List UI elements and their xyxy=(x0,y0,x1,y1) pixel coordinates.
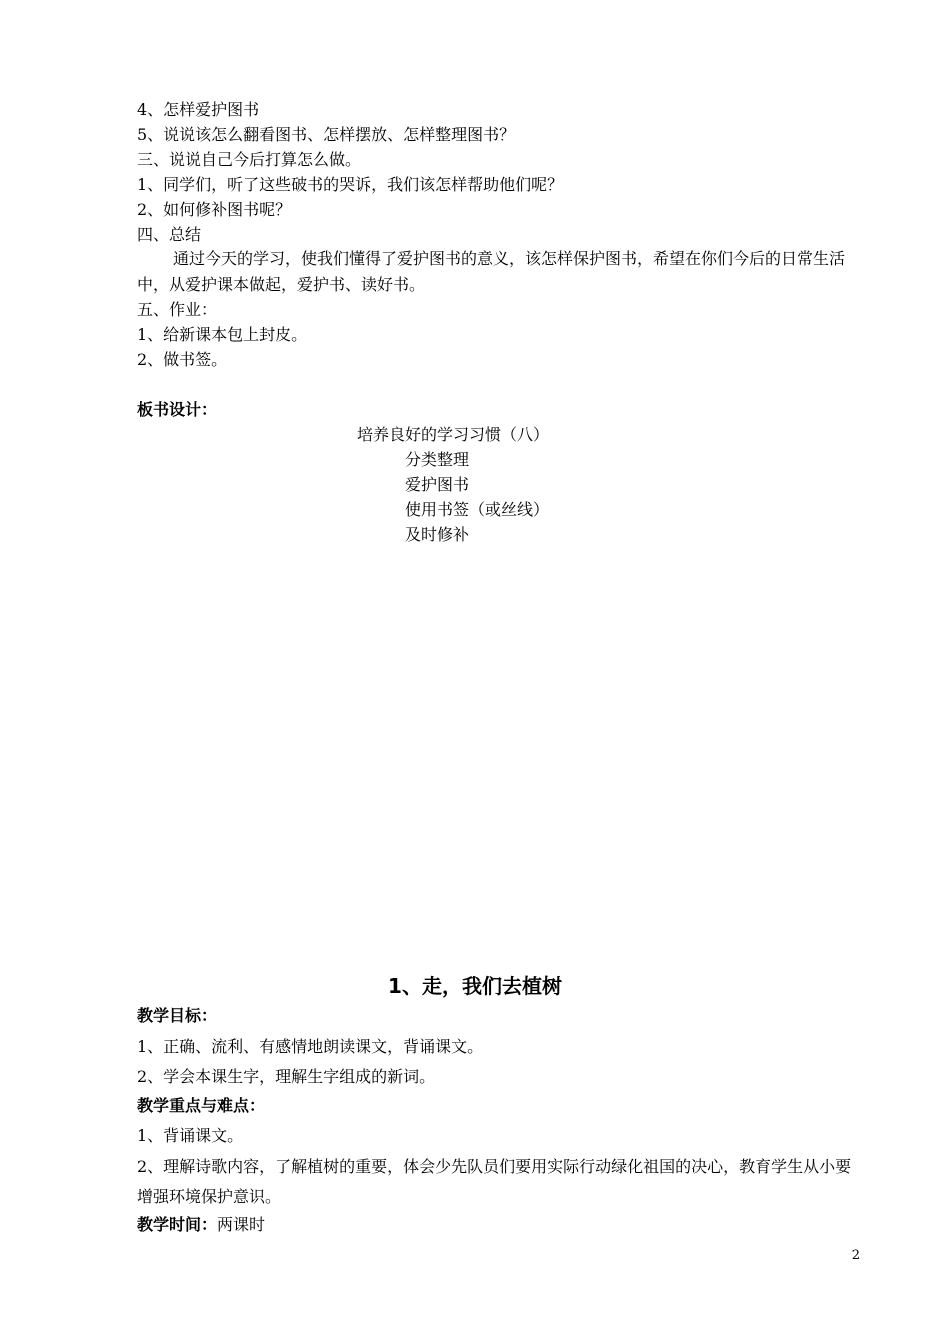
time-value: 两课时 xyxy=(217,1215,266,1234)
board-item: 爱护图书 xyxy=(405,475,470,494)
section-heading: 三、说说自己今后打算怎么做。 xyxy=(137,150,362,169)
text-line: 2、做书签。 xyxy=(137,350,228,369)
key-point-item: 2、理解诗歌内容，了解植树的重要，体会少先队员们要用实际行动绿化祖国的决心，教育学生从小要增强环境保护意识。 xyxy=(137,1157,852,1206)
page-number: 2 xyxy=(851,1248,860,1263)
section-heading: 四、总结 xyxy=(137,225,202,244)
key-point-item: 1、背诵课文。 xyxy=(137,1126,244,1145)
board-item: 使用书签（或丝线） xyxy=(405,500,550,519)
text-line: 1、给新课本包上封皮。 xyxy=(137,325,308,344)
text-line: 2、如何修补图书呢？ xyxy=(137,200,292,219)
text-line: 5、说说该怎么翻看图书、怎样摆放、怎样整理图书？ xyxy=(137,125,516,144)
board-design-heading: 板书设计： xyxy=(137,400,218,419)
board-title: 培养良好的学习习惯（八） xyxy=(357,425,550,444)
time-label: 教学时间： xyxy=(137,1215,218,1234)
text-line: 4、怎样爱护图书 xyxy=(137,100,260,119)
text-line: 1、同学们，听了这些破书的哭诉，我们该怎样帮助他们呢？ xyxy=(137,175,564,194)
summary-paragraph: 通过今天的学习，使我们懂得了爱护图书的意义，该怎样保护图书，希望在你们今后的日常生活中，从爱护课本做起，爱护书、读好书。 xyxy=(137,249,846,294)
board-item: 分类整理 xyxy=(405,450,470,469)
lesson-title: 1、走，我们去植树 xyxy=(388,974,562,998)
key-points-label: 教学重点与难点： xyxy=(137,1096,266,1115)
goal-item: 1、正确、流利、有感情地朗读课文，背诵课文。 xyxy=(137,1037,484,1056)
teaching-time xyxy=(137,1213,265,1237)
board-item: 及时修补 xyxy=(405,525,470,544)
section-heading: 五、作业： xyxy=(137,300,218,319)
goal-item: 2、学会本课生字，理解生字组成的新词。 xyxy=(137,1067,436,1086)
goals-label: 教学目标： xyxy=(137,1006,218,1025)
